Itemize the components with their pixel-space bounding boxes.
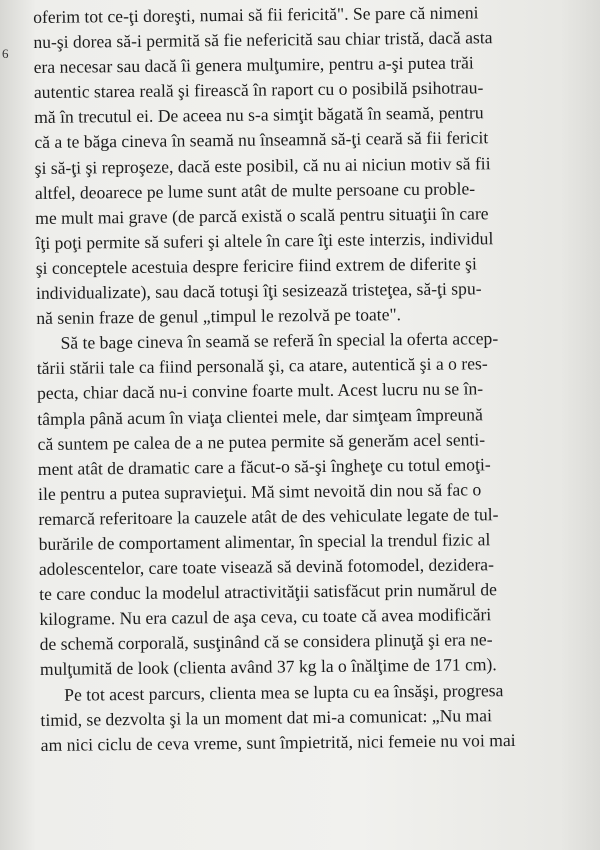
text-line: şi conceptele acestuia despre fericire fiind extrem de diferite şi — [35, 253, 477, 278]
page-edge-shadow — [560, 0, 600, 850]
page-number: 6 — [2, 46, 9, 61]
text-line: tâmpla până acum în viaţa clientei mele, dar simţeam împreună — [37, 403, 483, 429]
text-line: nu-şi dorea să-i permită să fie nefericită sau chiar tristă, dacă asta — [33, 27, 493, 53]
text-line: kilograme. Nu era cazul de aşa ceva, cu toate că avea modificări — [39, 604, 492, 630]
text-line: te care conduc la modelul atractivităţii satisfăcut prin numărul de — [39, 579, 497, 605]
paragraph-start-line: Să te bage cineva în seamă se referă în special la oferta accep- — [60, 328, 499, 353]
text-line: autentic starea reală şi firească în raport cu o posibilă psihotrau- — [33, 77, 484, 103]
text-line: mulţumită de look (clienta având 37 kg la o înălţime de 171 cm). — [39, 654, 497, 680]
text-line: burările de comportament alimentar, în special la trendul fizic al — [38, 529, 491, 554]
text-line: adolescentelor, care toate visează să devină fotomodel, dezidera- — [38, 554, 495, 580]
page-body-text — [33, 0, 600, 758]
text-line: şi să-ţi şi reproşeze, dacă este posibil, că nu ai niciun motiv să fii — [34, 152, 491, 178]
text-line: nă senin fraze de genul „timpul le rezolvă pe toate". — [36, 304, 402, 329]
text-line: era necesar sau dacă îi genera mulţumire, pentru a-şi putea trăi — [33, 52, 474, 78]
text-line: ile pentru a putea supravieţui. Mă simt nevoită din nou să fac o — [38, 479, 482, 504]
text-line: altfel, deoarece pe lume sunt atât de multe persoane cu proble- — [34, 178, 476, 203]
paragraph-start-line: Pe tot acest parcurs, clienta mea se lupta cu ea însăşi, progresa — [64, 679, 504, 705]
text-line: mă în trecutul ei. De aceea nu s-a simţit băgată în seamă, pentru — [34, 102, 484, 128]
text-line: remarcă referitoare la cauzele atât de des vehiculate legate de tul- — [38, 504, 499, 529]
text-line: me mult mai grave (de parcă există o scală pentru situaţii în care — [35, 202, 489, 228]
text-line: îţi poţi permite să suferi şi altele în care îţi este interzis, individul — [35, 228, 494, 253]
text-line: individualizate), sau dacă totuşi îţi sesizează tristeţea, să-ţi spu- — [35, 278, 482, 304]
text-line: ment atât de dramatic care a făcut-o să-şi îngheţe cu totul emoţi- — [37, 453, 491, 479]
text-line: de schemă corporală, susţinând că se considera plinuţă şi era ne- — [39, 629, 493, 655]
text-line: pecta, chiar dacă nu-i convine foarte mult. Acest lucru nu se în- — [36, 378, 484, 404]
text-line: tării stării tale ca fiind personală şi, ca atare, autentică şi a o res- — [36, 353, 488, 379]
text-line: timid, se dezvolta şi la un moment dat mi-a comunicat: „Nu mai — [40, 704, 493, 730]
text-line: oferim tot ce-ţi doreşti, numai să fii fericită". Se pare că nimeni — [33, 2, 479, 27]
text-line: că suntem pe calea de a ne putea permite să generăm acel senti- — [37, 428, 486, 454]
text-line: am nici ciclu de ceva vreme, sunt împietrită, nici femeie nu voi mai — [40, 729, 516, 755]
text-line: că a te băga cineva în seamă nu înseamnă să-ţi ceară să fii fericit — [34, 127, 489, 153]
